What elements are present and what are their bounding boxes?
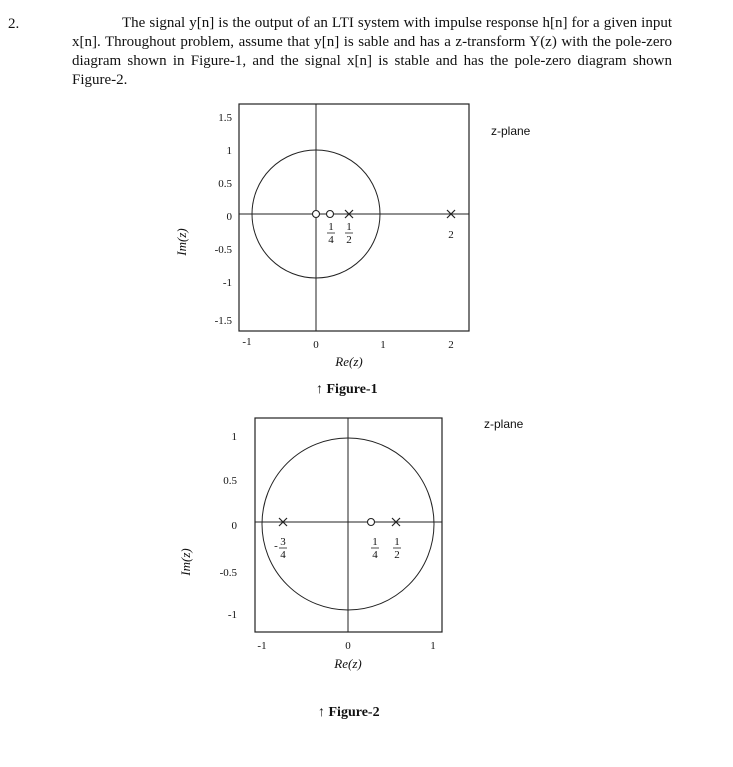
figure-1-zero-label (327, 221, 335, 246)
figure-1-ytick: 0.5 (218, 178, 232, 190)
figure-1-plane-label: z-plane (491, 124, 531, 138)
figure-2-ytick: 0 (231, 520, 237, 532)
figure-1-ytick: -1 (222, 277, 232, 289)
figure-2-plane-label: z-plane (484, 417, 524, 431)
fraction-numerator: 1 (328, 221, 334, 233)
figure-1-plot-frame (239, 104, 469, 331)
figure-2-ytick: -1 (227, 609, 237, 621)
figure-2-caption: ↑ Figure-2 (318, 705, 380, 720)
problem-number: 2. (8, 16, 20, 32)
figure-2-pole-label (393, 536, 401, 561)
figure-1-ytick: 1 (226, 145, 232, 157)
figure-2-ytick: 0.5 (223, 475, 237, 487)
figure-2-pole-label (274, 536, 287, 561)
figure-2-ytick: 1 (231, 431, 237, 443)
figure-1-ytick: 0 (226, 211, 232, 223)
fraction-numerator: 1 (346, 221, 352, 233)
fraction-denominator: 4 (372, 549, 378, 561)
fraction-sign: - (274, 540, 278, 552)
figure-1-caption: ↑ Figure-1 (316, 382, 378, 397)
figure-1-ytick: 1.5 (218, 112, 232, 124)
figure-1 (174, 104, 531, 397)
figure-1-zero-marker (313, 211, 320, 218)
figure-2-zero-marker (368, 519, 375, 526)
figure-1-pole-label: 2 (448, 229, 454, 241)
figure-1-xtick: 0 (313, 339, 319, 351)
figure-1-xtick: -1 (242, 336, 252, 348)
figure-2 (178, 417, 524, 720)
figure-1-xtick: 2 (448, 339, 454, 351)
figure-1-ylabel: Im(z) (174, 228, 189, 256)
fraction-denominator: 2 (394, 549, 400, 561)
fraction-denominator: 4 (328, 234, 334, 246)
figure-2-zero-label (371, 536, 379, 561)
figure-2-xlabel: Re(z) (334, 656, 362, 671)
figure-1-zero-marker (327, 211, 334, 218)
figure-2-ytick: -0.5 (219, 567, 237, 579)
figure-2-xtick: -1 (257, 640, 267, 652)
problem-statement-text: The signal y[n] is the output of an LTI system with impulse response h[n] for a given input x[n]. Throughout problem, assume that y[n] is sable and has a z-transform Y(z) with the pole-zero diagram shown in Figure-1, and the signal x[n] is stable and has the pole-zero diagram shown Figure-2. (72, 15, 672, 88)
figure-1-ytick: -1.5 (214, 315, 232, 327)
fraction-denominator: 4 (280, 549, 286, 561)
figure-2-ylabel: Im(z) (178, 548, 193, 576)
fraction-numerator: 3 (280, 536, 286, 548)
fraction-numerator: 1 (372, 536, 378, 548)
fraction-denominator: 2 (346, 234, 352, 246)
fraction-numerator: 1 (394, 536, 400, 548)
figure-1-pole-label (345, 221, 353, 246)
figure-1-xtick: 1 (380, 339, 386, 351)
figure-1-ytick: -0.5 (214, 244, 232, 256)
figure-2-xtick: 1 (430, 640, 436, 652)
figure-2-xtick: 0 (345, 640, 351, 652)
figure-1-xlabel: Re(z) (335, 354, 363, 369)
